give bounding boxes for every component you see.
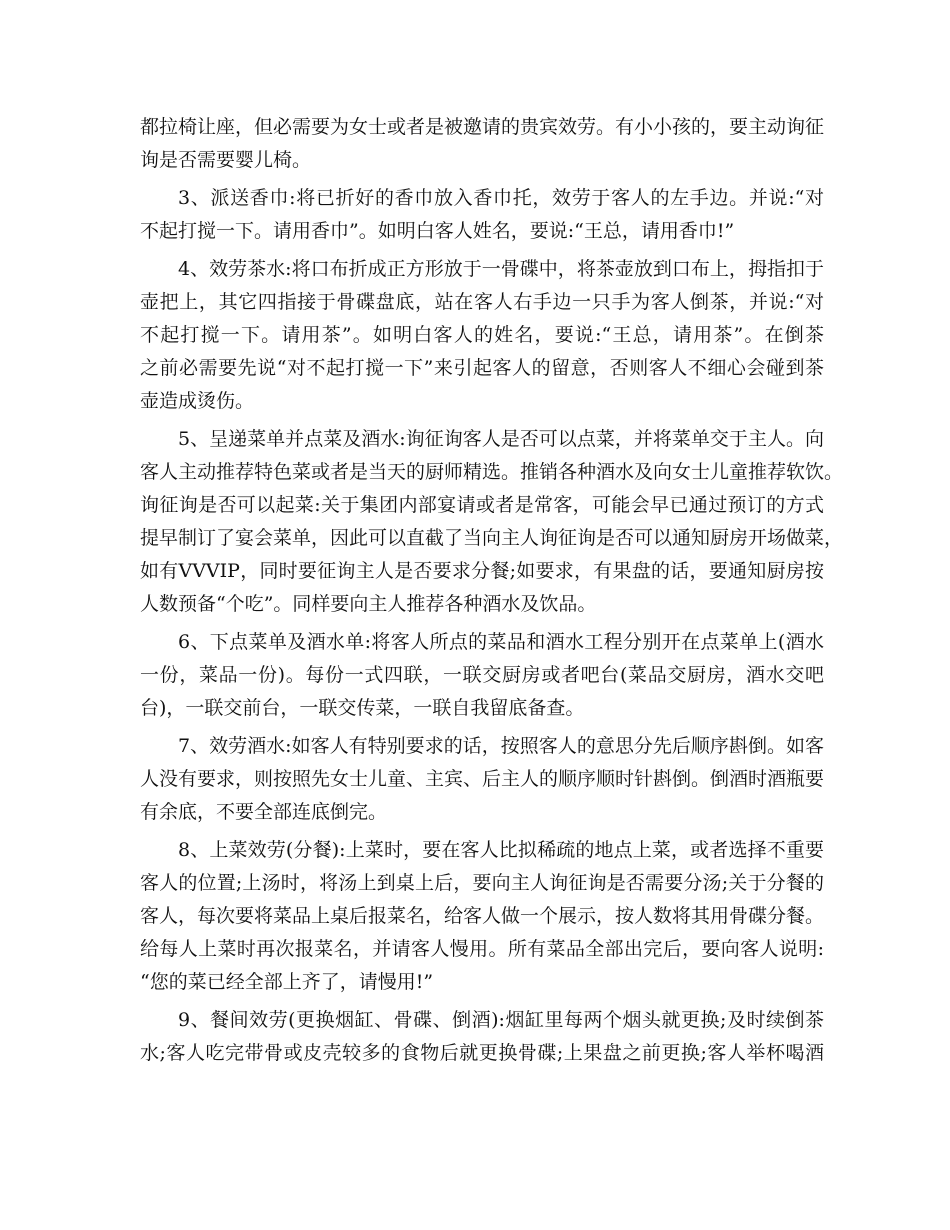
document-page [140, 111, 844, 1075]
paragraph-1 [140, 111, 824, 177]
paragraph-item-4 [140, 253, 824, 418]
text-line: 5、呈递菜单并点菜及酒水:询征询客人是否可以点菜，并将菜单交于主人。向 [178, 428, 824, 450]
text-line: 8、上菜效劳(分餐):上菜时，要在客人比拟稀疏的地点上菜，或者选择不重要 [178, 839, 824, 861]
text-line: 之前必需要先说“对不起打搅一下”来引起客人的留意，否则客人不细心会碰到茶 [140, 357, 824, 379]
paragraph-item-7 [140, 730, 824, 829]
paragraph-item-3 [140, 182, 824, 248]
text-line: 客人，每次要将菜品上桌后报菜名，给客人做一个展示，按人数将其用骨碟分餐。 [140, 905, 825, 927]
paragraph-item-9 [140, 1004, 824, 1070]
text-line: 壶把上，其它四指接于骨碟盘底，站在客人右手边一只手为客人倒茶，并说:“对 [140, 291, 824, 313]
text-line: 台)，一联交前台，一联交传菜，一联自我留底备查。 [140, 697, 585, 719]
text-line: 客人的位置;上汤时，将汤上到桌上后，要向主人询征询是否需要分汤;关于分餐的 [140, 872, 824, 894]
paragraph-item-8 [140, 834, 824, 999]
text-line: 提早制订了宴会菜单，因此可以直截了当向主人询征询是否可以通知厨房开场做菜， [140, 527, 844, 549]
text-line: 有余底，不要全部连底倒完。 [140, 801, 388, 823]
text-line: 不起打搅一下。请用茶”。如明白客人的姓名，要说:“王总，请用茶”。在倒茶 [140, 324, 824, 346]
text-line: 询是否需要婴儿椅。 [140, 149, 312, 171]
text-line: 都拉椅让座，但必需要为女士或者是被邀请的贵宾效劳。有小小孩的，要主动询征 [140, 116, 825, 138]
text-line: 人数预备“个吃”。同样要向主人推荐各种酒水及饮品。 [140, 593, 597, 615]
paragraph-item-5 [140, 423, 844, 621]
text-line: 人没有要求，则按照先女士儿童、主宾、后主人的顺序顺时针斟倒。倒酒时酒瓶要 [140, 768, 825, 790]
text-line: 一份，菜品一份)。每份一式四联，一联交厨房或者吧台(菜品交厨房，酒水交吧 [140, 664, 824, 686]
text-line: 7、效劳酒水:如客人有特别要求的话，按照客人的意思分先后顺序斟倒。如客 [178, 735, 824, 757]
text-line: 给每人上菜时再次报菜名，并请客人慢用。所有菜品全部出完后，要向客人说明: [140, 938, 824, 960]
text-line: 不起打搅一下。请用香巾”。如明白客人姓名，要说:“王总，请用香巾!” [140, 220, 735, 242]
text-line: 壶造成烫伤。 [140, 390, 255, 412]
text-line: 4、效劳茶水:将口布折成正方形放于一骨碟中，将茶壶放到口布上，拇指扣于 [178, 258, 824, 280]
text-line: “您的菜已经全部上齐了，请慢用!” [140, 971, 434, 993]
text-line: 询征询是否可以起菜:关于集团内部宴请或者是常客，可能会早已通过预订的方式 [140, 494, 824, 516]
text-line: 水;客人吃完带骨或皮壳较多的食物后就更换骨碟;上果盘之前更换;客人举杯喝酒 [140, 1042, 824, 1064]
text-line: 9、餐间效劳(更换烟缸、骨碟、倒酒):烟缸里每两个烟头就更换;及时续倒茶 [178, 1009, 824, 1031]
text-line: 如有VVVIP，同时要征询主人是否要求分餐;如要求，有果盘的话，要通知厨房按 [140, 560, 824, 582]
text-line: 3、派送香巾:将已折好的香巾放入香巾托，效劳于客人的左手边。并说:“对 [178, 187, 824, 209]
paragraph-item-6 [140, 626, 824, 725]
text-line: 6、下点菜单及酒水单:将客人所点的菜品和酒水工程分别开在点菜单上(酒水 [178, 631, 824, 653]
text-line: 客人主动推荐特色菜或者是当天的厨师精选。推销各种酒水及向女士儿童推荐软饮。 [140, 461, 844, 483]
